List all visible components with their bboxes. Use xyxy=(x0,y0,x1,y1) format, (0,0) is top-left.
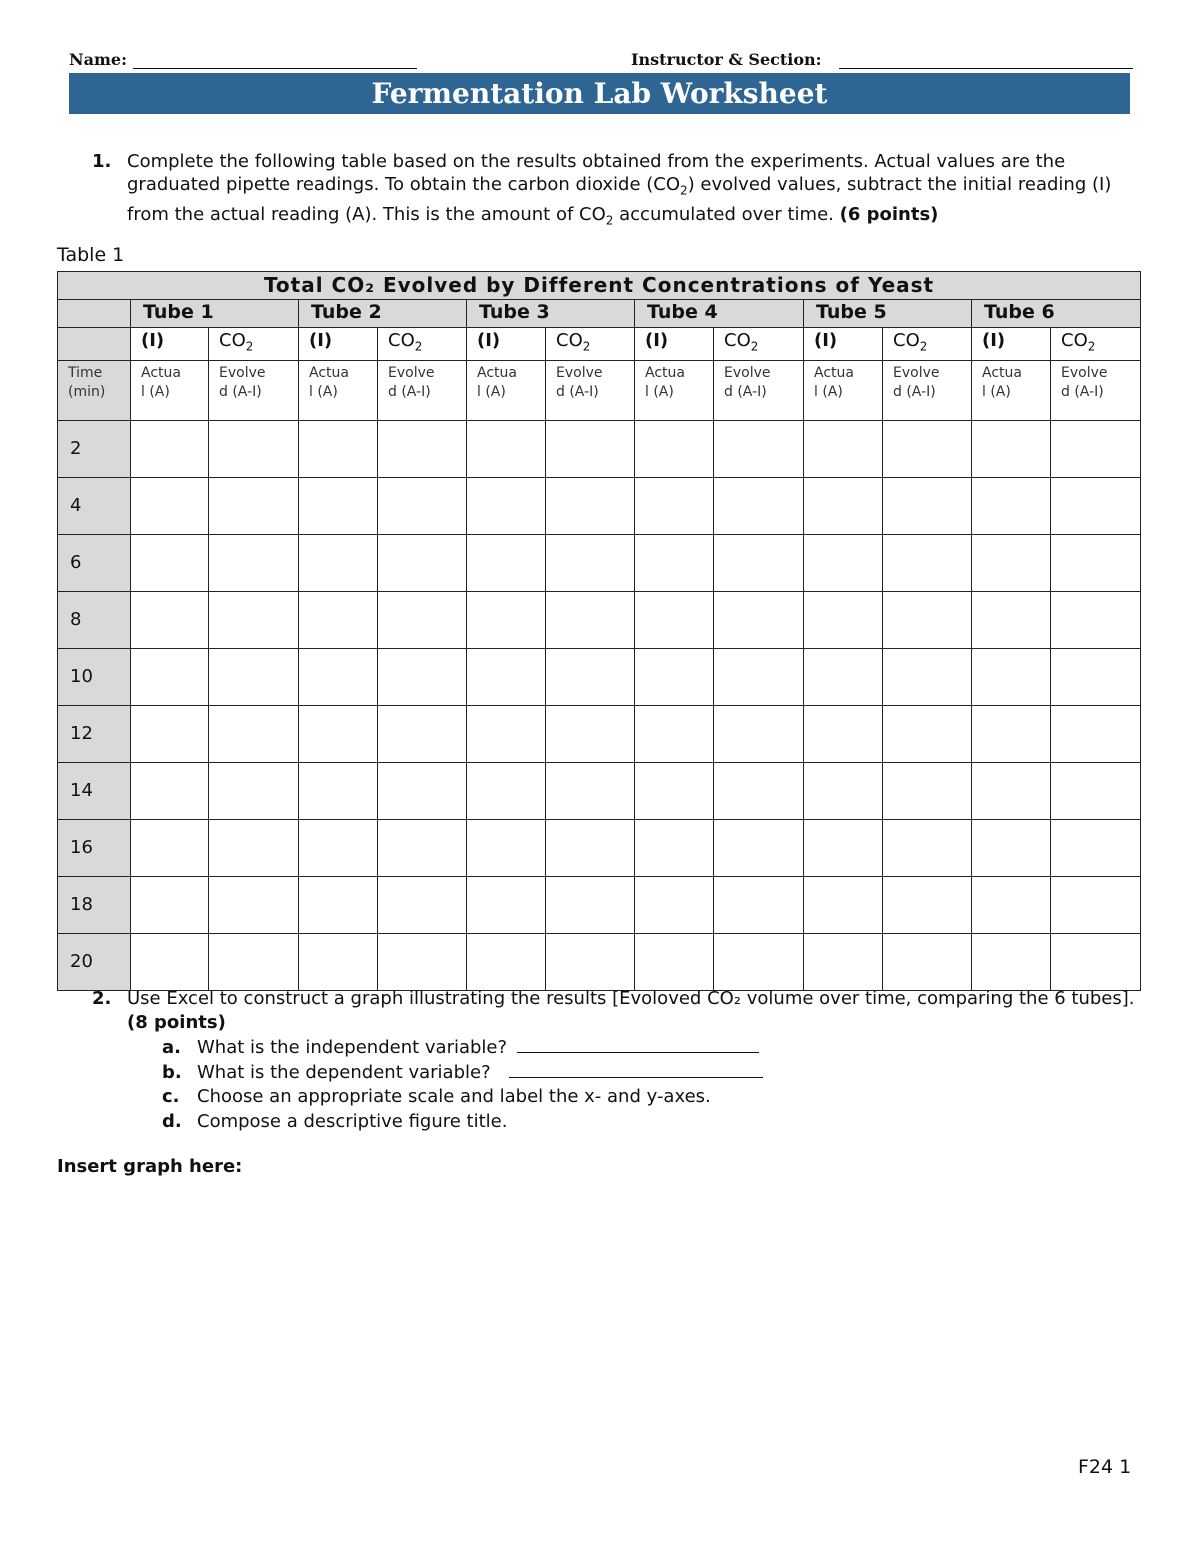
evolved-entry-cell[interactable] xyxy=(883,762,972,819)
evolved-entry-cell[interactable] xyxy=(883,591,972,648)
table-row xyxy=(58,819,1141,876)
evolved-entry-cell[interactable] xyxy=(714,477,804,534)
actual-entry-cell[interactable] xyxy=(972,591,1051,648)
table-title: Total CO₂ Evolved by Different Concentrations of Yeast xyxy=(58,272,1141,300)
q2-item-d-letter: d. xyxy=(162,1110,182,1132)
evolved-entry-cell[interactable] xyxy=(883,648,972,705)
evolved-entry-cell[interactable] xyxy=(714,762,804,819)
q2-text-a: Use Excel to construct a graph illustrating the results [Evoloved CO₂ volume over time, comparing the 6 tubes]. xyxy=(127,988,1135,1009)
evolved-entry-cell[interactable] xyxy=(1051,648,1141,705)
evolved-entry-cell[interactable] xyxy=(1051,534,1141,591)
evolved-entry-cell[interactable] xyxy=(209,705,299,762)
initial-reading-header: (I) xyxy=(467,328,546,361)
table-row xyxy=(58,477,1141,534)
actual-entry-cell[interactable] xyxy=(131,477,209,534)
actual-entry-cell[interactable] xyxy=(467,477,546,534)
actual-entry-cell[interactable] xyxy=(467,705,546,762)
q2-item-b-letter: b. xyxy=(162,1061,182,1083)
evolved-entry-cell[interactable] xyxy=(546,933,635,990)
co2-subscript: 2 xyxy=(414,339,423,354)
evolved-entry-cell[interactable] xyxy=(209,420,299,477)
name-blank[interactable] xyxy=(133,68,417,69)
evolved-header xyxy=(546,360,635,420)
actual-label: l (A) xyxy=(814,383,843,400)
evolved-entry-cell[interactable] xyxy=(546,591,635,648)
evolved-entry-cell[interactable] xyxy=(546,648,635,705)
actual-entry-cell[interactable] xyxy=(131,819,209,876)
actual-entry-cell[interactable] xyxy=(131,876,209,933)
sub-corner xyxy=(58,328,131,361)
actual-label: Actua xyxy=(477,364,517,381)
actual-header xyxy=(299,360,378,420)
evolved-entry-cell[interactable] xyxy=(714,705,804,762)
actual-entry-cell[interactable] xyxy=(467,648,546,705)
q2-item-a-letter: a. xyxy=(162,1037,181,1058)
dependent-variable-blank[interactable] xyxy=(509,1063,763,1078)
q2-item-c-text: Choose an appropriate scale and label the x- and y-axes. xyxy=(197,1086,711,1107)
evolved-entry-cell[interactable] xyxy=(378,876,467,933)
time-header xyxy=(58,360,131,420)
actual-entry-cell[interactable] xyxy=(299,420,378,477)
co2-subscript: 2 xyxy=(245,339,254,354)
actual-entry-cell[interactable] xyxy=(804,534,883,591)
actual-entry-cell[interactable] xyxy=(972,648,1051,705)
tube-corner xyxy=(58,300,131,328)
actual-entry-cell[interactable] xyxy=(131,933,209,990)
evolved-entry-cell[interactable] xyxy=(378,591,467,648)
actual-entry-cell[interactable] xyxy=(804,933,883,990)
actual-entry-cell[interactable] xyxy=(804,477,883,534)
initial-reading-header: (I) xyxy=(635,328,714,361)
evolved-label: d (A-I) xyxy=(556,383,599,400)
evolved-entry-cell[interactable] xyxy=(883,819,972,876)
evolved-entry-cell[interactable] xyxy=(883,477,972,534)
co2-header xyxy=(209,328,299,361)
q2-item-d xyxy=(162,1110,763,1135)
actual-entry-cell[interactable] xyxy=(467,876,546,933)
evolved-label: d (A-I) xyxy=(893,383,936,400)
actual-entry-cell[interactable] xyxy=(299,477,378,534)
evolved-entry-cell[interactable] xyxy=(1051,477,1141,534)
time-value: 10 xyxy=(58,648,131,705)
co2-label: CO xyxy=(1061,330,1088,351)
actual-entry-cell[interactable] xyxy=(635,534,714,591)
evolved-entry-cell[interactable] xyxy=(883,420,972,477)
tube-header: Tube 6 xyxy=(972,300,1141,328)
evolved-header xyxy=(209,360,299,420)
actual-header xyxy=(131,360,209,420)
initial-reading-header: (I) xyxy=(972,328,1051,361)
q2-item-a xyxy=(162,1036,763,1061)
instructor-field[interactable] xyxy=(631,50,1133,69)
evolved-entry-cell[interactable] xyxy=(378,819,467,876)
evolved-entry-cell[interactable] xyxy=(209,933,299,990)
table-row xyxy=(58,648,1141,705)
actual-entry-cell[interactable] xyxy=(972,819,1051,876)
evolved-entry-cell[interactable] xyxy=(378,477,467,534)
actual-entry-cell[interactable] xyxy=(299,591,378,648)
evolved-entry-cell[interactable] xyxy=(546,819,635,876)
initial-reading-header: (I) xyxy=(299,328,378,361)
independent-variable-blank[interactable] xyxy=(517,1038,759,1053)
evolved-entry-cell[interactable] xyxy=(1051,420,1141,477)
evolved-entry-cell[interactable] xyxy=(883,705,972,762)
actual-entry-cell[interactable] xyxy=(972,876,1051,933)
evolved-entry-cell[interactable] xyxy=(883,933,972,990)
data-table xyxy=(57,271,1141,991)
time-value: 4 xyxy=(58,477,131,534)
insert-graph-label: Insert graph here: xyxy=(57,1156,243,1177)
actual-label: Actua xyxy=(982,364,1022,381)
evolved-label: Evolve xyxy=(1061,364,1108,381)
evolved-entry-cell[interactable] xyxy=(1051,876,1141,933)
q2-points: (8 points) xyxy=(127,1012,226,1033)
evolved-label: d (A-I) xyxy=(724,383,767,400)
time-value: 16 xyxy=(58,819,131,876)
q1-points: (6 points) xyxy=(839,203,939,225)
question-1 xyxy=(92,150,1152,232)
evolved-entry-cell[interactable] xyxy=(883,876,972,933)
time-value: 8 xyxy=(58,591,131,648)
actual-entry-cell[interactable] xyxy=(467,933,546,990)
table-row xyxy=(58,705,1141,762)
actual-label: Actua xyxy=(309,364,349,381)
co2-label: CO xyxy=(724,330,751,351)
evolved-label: Evolve xyxy=(556,364,603,381)
table-row xyxy=(58,762,1141,819)
actual-entry-cell[interactable] xyxy=(467,591,546,648)
co2-header xyxy=(714,328,804,361)
time-value: 6 xyxy=(58,534,131,591)
actual-entry-cell[interactable] xyxy=(635,876,714,933)
evolved-entry-cell[interactable] xyxy=(209,876,299,933)
initial-reading-header: (I) xyxy=(131,328,209,361)
evolved-entry-cell[interactable] xyxy=(209,534,299,591)
actual-header xyxy=(635,360,714,420)
evolved-entry-cell[interactable] xyxy=(714,876,804,933)
evolved-label: d (A-I) xyxy=(1061,383,1104,400)
co2-subscript: 2 xyxy=(582,339,591,354)
actual-entry-cell[interactable] xyxy=(972,420,1051,477)
q2-item-b xyxy=(162,1061,763,1086)
actual-label: l (A) xyxy=(141,383,170,400)
co2-subscript: 2 xyxy=(750,339,759,354)
evolved-label: Evolve xyxy=(893,364,940,381)
actual-entry-cell[interactable] xyxy=(972,534,1051,591)
actual-label: Actua xyxy=(814,364,854,381)
actual-entry-cell[interactable] xyxy=(972,762,1051,819)
page-title: Fermentation Lab Worksheet xyxy=(69,73,1130,114)
question-1-number: 1. xyxy=(92,151,112,172)
actual-entry-cell[interactable] xyxy=(635,762,714,819)
initial-reading-header: (I) xyxy=(804,328,883,361)
actual-entry-cell[interactable] xyxy=(804,819,883,876)
actual-entry-cell[interactable] xyxy=(299,762,378,819)
evolved-entry-cell[interactable] xyxy=(546,420,635,477)
actual-entry-cell[interactable] xyxy=(804,762,883,819)
actual-entry-cell[interactable] xyxy=(131,420,209,477)
actual-entry-cell[interactable] xyxy=(804,648,883,705)
evolved-entry-cell[interactable] xyxy=(546,705,635,762)
evolved-entry-cell[interactable] xyxy=(546,477,635,534)
question-1-text xyxy=(127,150,1152,232)
actual-entry-cell[interactable] xyxy=(131,762,209,819)
co2-label: CO xyxy=(219,330,246,351)
evolved-entry-cell[interactable] xyxy=(1051,933,1141,990)
actual-label: l (A) xyxy=(645,383,674,400)
evolved-header xyxy=(714,360,804,420)
actual-entry-cell[interactable] xyxy=(299,705,378,762)
evolved-label: Evolve xyxy=(388,364,435,381)
evolved-entry-cell[interactable] xyxy=(378,534,467,591)
evolved-entry-cell[interactable] xyxy=(378,705,467,762)
co2-header xyxy=(1051,328,1141,361)
q1-text-b: ) evolved values, subtract the initial reading (I) from the actual reading (A). This is the amount of CO xyxy=(127,174,1112,225)
actual-entry-cell[interactable] xyxy=(299,819,378,876)
evolved-entry-cell[interactable] xyxy=(378,762,467,819)
table-row xyxy=(58,591,1141,648)
actual-entry-cell[interactable] xyxy=(972,933,1051,990)
co2-subscript: 2 xyxy=(1087,339,1096,354)
actual-entry-cell[interactable] xyxy=(131,648,209,705)
evolved-header xyxy=(1051,360,1141,420)
tube-header: Tube 2 xyxy=(299,300,467,328)
q1-sub-2: 2 xyxy=(605,213,614,228)
evolved-entry-cell[interactable] xyxy=(546,534,635,591)
actual-entry-cell[interactable] xyxy=(299,876,378,933)
co2-subscript: 2 xyxy=(919,339,928,354)
actual-entry-cell[interactable] xyxy=(635,648,714,705)
actual-entry-cell[interactable] xyxy=(131,591,209,648)
actual-header xyxy=(804,360,883,420)
evolved-entry-cell[interactable] xyxy=(209,819,299,876)
question-2 xyxy=(92,987,1152,1035)
evolved-entry-cell[interactable] xyxy=(378,420,467,477)
evolved-entry-cell[interactable] xyxy=(1051,762,1141,819)
actual-entry-cell[interactable] xyxy=(131,705,209,762)
actual-header xyxy=(467,360,546,420)
actual-entry-cell[interactable] xyxy=(804,876,883,933)
actual-entry-cell[interactable] xyxy=(635,420,714,477)
table-row xyxy=(58,420,1141,477)
question-2-number: 2. xyxy=(92,988,112,1009)
co2-label: CO xyxy=(893,330,920,351)
actual-entry-cell[interactable] xyxy=(467,762,546,819)
actual-entry-cell[interactable] xyxy=(972,477,1051,534)
q2-item-c xyxy=(162,1085,763,1110)
actual-entry-cell[interactable] xyxy=(299,534,378,591)
actual-entry-cell[interactable] xyxy=(804,420,883,477)
actual-entry-cell[interactable] xyxy=(804,705,883,762)
name-label: Name: xyxy=(69,50,128,69)
q1-text-a: Complete the following table based on the results obtained from the experiments. Actual values are the graduated pipette readings. To obtain the carbon dioxide (CO xyxy=(127,151,1066,195)
evolved-entry-cell[interactable] xyxy=(378,648,467,705)
evolved-entry-cell[interactable] xyxy=(714,420,804,477)
actual-header xyxy=(972,360,1051,420)
evolved-entry-cell[interactable] xyxy=(209,648,299,705)
actual-entry-cell[interactable] xyxy=(467,534,546,591)
name-field[interactable] xyxy=(69,50,417,69)
actual-entry-cell[interactable] xyxy=(635,705,714,762)
time-value: 14 xyxy=(58,762,131,819)
co2-label: CO xyxy=(556,330,583,351)
actual-entry-cell[interactable] xyxy=(467,420,546,477)
actual-entry-cell[interactable] xyxy=(635,819,714,876)
q2-item-a-text: What is the independent variable? xyxy=(197,1037,508,1058)
evolved-entry-cell[interactable] xyxy=(714,648,804,705)
actual-label: l (A) xyxy=(477,383,506,400)
actual-entry-cell[interactable] xyxy=(972,705,1051,762)
evolved-header xyxy=(378,360,467,420)
q1-text-c: accumulated over time. xyxy=(613,203,840,225)
co2-header xyxy=(378,328,467,361)
evolved-entry-cell[interactable] xyxy=(714,534,804,591)
evolved-label: d (A-I) xyxy=(219,383,262,400)
table-row xyxy=(58,534,1141,591)
time-label-1: Time xyxy=(68,364,103,381)
tube-header: Tube 5 xyxy=(804,300,972,328)
table-row xyxy=(58,933,1141,990)
actual-label: l (A) xyxy=(309,383,338,400)
evolved-entry-cell[interactable] xyxy=(1051,705,1141,762)
time-value: 20 xyxy=(58,933,131,990)
tube-header: Tube 1 xyxy=(131,300,299,328)
instructor-label: Instructor & Section: xyxy=(631,50,822,69)
co2-label: CO xyxy=(388,330,415,351)
actual-label: l (A) xyxy=(982,383,1011,400)
actual-entry-cell[interactable] xyxy=(635,477,714,534)
actual-label: Actua xyxy=(141,364,181,381)
time-label-2: (min) xyxy=(68,383,106,400)
evolved-entry-cell[interactable] xyxy=(209,477,299,534)
evolved-entry-cell[interactable] xyxy=(1051,591,1141,648)
evolved-entry-cell[interactable] xyxy=(378,933,467,990)
q2-item-c-letter: c. xyxy=(162,1086,180,1107)
q1-sub: 2 xyxy=(680,183,688,198)
tube-header: Tube 4 xyxy=(635,300,804,328)
q2-item-d-text: Compose a descriptive figure title. xyxy=(197,1110,508,1132)
actual-entry-cell[interactable] xyxy=(635,591,714,648)
evolved-label: Evolve xyxy=(724,364,771,381)
evolved-header xyxy=(883,360,972,420)
actual-entry-cell[interactable] xyxy=(131,534,209,591)
actual-entry-cell[interactable] xyxy=(467,819,546,876)
evolved-entry-cell[interactable] xyxy=(209,591,299,648)
q2-item-b-text: What is the dependent variable? xyxy=(197,1061,491,1083)
instructor-blank[interactable] xyxy=(839,68,1133,69)
evolved-label: d (A-I) xyxy=(388,383,431,400)
evolved-entry-cell[interactable] xyxy=(883,534,972,591)
page-footer: F24 1 xyxy=(1078,1456,1132,1478)
question-2-text xyxy=(127,987,1152,1035)
evolved-entry-cell[interactable] xyxy=(546,762,635,819)
evolved-label: Evolve xyxy=(219,364,266,381)
table-row xyxy=(58,876,1141,933)
evolved-entry-cell[interactable] xyxy=(714,591,804,648)
evolved-entry-cell[interactable] xyxy=(1051,819,1141,876)
actual-label: Actua xyxy=(645,364,685,381)
time-value: 12 xyxy=(58,705,131,762)
co2-header xyxy=(883,328,972,361)
actual-entry-cell[interactable] xyxy=(635,933,714,990)
evolved-entry-cell[interactable] xyxy=(714,819,804,876)
co2-header xyxy=(546,328,635,361)
evolved-entry-cell[interactable] xyxy=(209,762,299,819)
actual-entry-cell[interactable] xyxy=(299,933,378,990)
time-value: 2 xyxy=(58,420,131,477)
table-caption: Table 1 xyxy=(57,244,125,266)
actual-entry-cell[interactable] xyxy=(299,648,378,705)
actual-entry-cell[interactable] xyxy=(804,591,883,648)
question-2-items xyxy=(162,1036,763,1134)
time-value: 18 xyxy=(58,876,131,933)
evolved-entry-cell[interactable] xyxy=(714,933,804,990)
tube-header: Tube 3 xyxy=(467,300,635,328)
evolved-entry-cell[interactable] xyxy=(546,876,635,933)
